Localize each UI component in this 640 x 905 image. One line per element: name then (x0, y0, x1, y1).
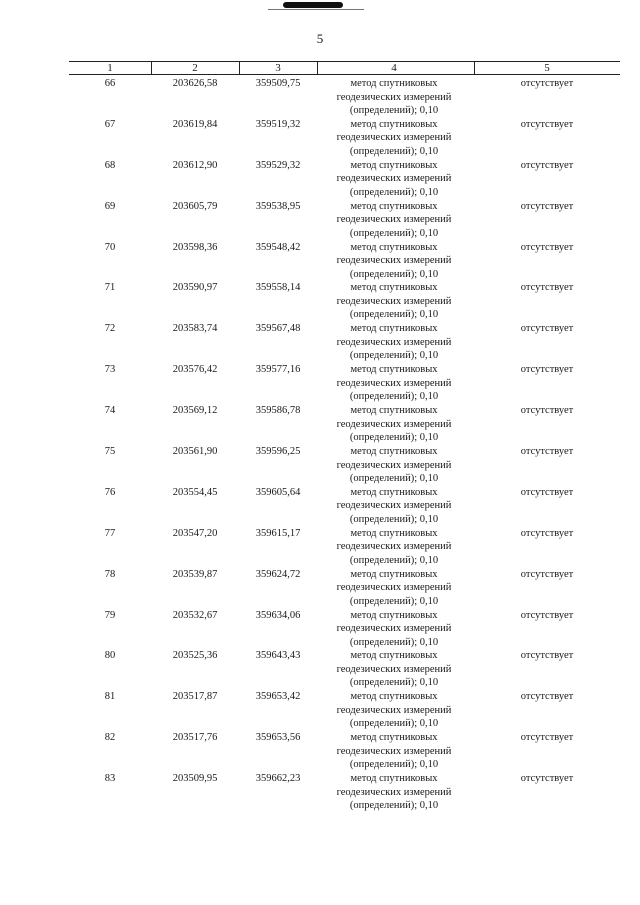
method-line: (определений); 0,10 (349, 759, 439, 771)
coord-x: 203509,95 (172, 773, 218, 785)
method-line: (определений); 0,10 (349, 473, 439, 485)
method-description (314, 159, 474, 200)
table-row (69, 75, 620, 116)
method-line: геодезических измерений (336, 418, 452, 430)
point-status: отсутствует (520, 732, 574, 744)
coord-y: 359643,43 (255, 650, 301, 662)
point-number: 83 (104, 773, 116, 785)
point-number: 68 (104, 159, 116, 171)
point-status: отсутствует (520, 650, 574, 662)
method-line: геодезических измерений (336, 582, 452, 594)
point-number: 80 (104, 650, 116, 662)
coord-x: 203554,45 (172, 486, 218, 498)
point-status: отсутствует (520, 527, 574, 539)
method-description (314, 527, 474, 568)
method-description (314, 649, 474, 690)
method-line: геодезических измерений (336, 336, 452, 348)
header-col-4: 4 (391, 62, 397, 74)
page-number: 5 (316, 31, 324, 46)
point-status: отсутствует (520, 568, 574, 580)
method-description (314, 609, 474, 650)
point-number: 81 (104, 691, 116, 703)
coord-y: 359509,75 (255, 78, 301, 89)
method-description (314, 322, 474, 363)
point-status: отсутствует (520, 200, 574, 212)
method-line: (определений); 0,10 (349, 636, 439, 648)
method-line: метод спутниковых (350, 486, 438, 498)
point-number: 77 (104, 527, 116, 539)
point-status: отсутствует (520, 159, 574, 171)
point-status: отсутствует (520, 282, 574, 294)
method-line: геодезических измерений (336, 459, 452, 471)
method-line: (определений); 0,10 (349, 677, 439, 689)
method-line: (определений); 0,10 (349, 268, 439, 280)
table-row (69, 402, 620, 443)
point-status: отсутствует (520, 609, 574, 621)
coord-x: 203517,76 (172, 732, 218, 744)
method-line: геодезических измерений (336, 91, 452, 103)
coord-x: 203576,42 (172, 364, 218, 376)
table-body (69, 75, 620, 811)
method-line: метод спутниковых (350, 691, 438, 703)
point-number: 67 (104, 118, 116, 130)
coord-y: 359596,25 (255, 446, 301, 458)
method-line: геодезических измерений (336, 663, 452, 675)
coord-x: 203525,36 (172, 650, 218, 662)
coord-x: 203619,84 (172, 118, 218, 130)
table-row (69, 116, 620, 157)
point-number: 75 (104, 446, 116, 458)
table-row (69, 484, 620, 525)
method-line: метод спутниковых (350, 568, 438, 580)
table-row (69, 320, 620, 361)
coord-x: 203583,74 (172, 323, 218, 335)
coord-x: 203612,90 (172, 159, 218, 171)
header-col-1: 1 (107, 62, 113, 74)
coord-y: 359567,48 (255, 323, 301, 335)
coord-y: 359538,95 (255, 200, 301, 212)
method-description (314, 445, 474, 486)
method-line: метод спутниковых (350, 78, 438, 89)
point-number: 78 (104, 568, 116, 580)
method-line: геодезических измерений (336, 541, 452, 553)
method-line: (определений); 0,10 (349, 105, 439, 116)
coord-y: 359529,32 (255, 159, 301, 171)
coord-y: 359519,32 (255, 118, 301, 130)
table-row (69, 361, 620, 402)
coord-y: 359586,78 (255, 405, 301, 417)
point-number: 74 (104, 405, 116, 417)
table-row (69, 647, 620, 688)
point-status: отсутствует (520, 118, 574, 130)
coord-y: 359577,16 (255, 364, 301, 376)
method-description (314, 568, 474, 609)
method-description (314, 281, 474, 322)
point-number: 71 (104, 282, 116, 294)
table-row (69, 525, 620, 566)
method-line: метод спутниковых (350, 118, 438, 130)
method-line: геодезических измерений (336, 704, 452, 716)
coord-x: 203598,36 (172, 241, 218, 253)
point-status: отсутствует (520, 323, 574, 335)
method-line: (определений); 0,10 (349, 227, 439, 239)
method-line: геодезических измерений (336, 295, 452, 307)
table-row (69, 239, 620, 280)
method-line: метод спутниковых (350, 323, 438, 335)
method-line: (определений); 0,10 (349, 432, 439, 444)
point-status: отсутствует (520, 691, 574, 703)
point-status: отсутствует (520, 773, 574, 785)
coord-y: 359558,14 (255, 282, 301, 294)
method-line: (определений); 0,10 (349, 186, 439, 198)
header-col-3: 3 (275, 62, 281, 74)
method-description (314, 241, 474, 282)
coord-y: 359634,06 (255, 609, 301, 621)
method-line: геодезических измерений (336, 255, 452, 267)
point-number: 70 (104, 241, 116, 253)
point-number: 79 (104, 609, 116, 621)
method-line: метод спутниковых (350, 773, 438, 785)
coord-x: 203539,87 (172, 568, 218, 580)
point-status: отсутствует (520, 405, 574, 417)
method-description (314, 404, 474, 445)
method-line: (определений); 0,10 (349, 800, 439, 812)
table-row (69, 688, 620, 729)
point-number: 72 (104, 323, 116, 335)
table-row (69, 157, 620, 198)
method-line: метод спутниковых (350, 241, 438, 253)
scan-artifact-line (268, 9, 364, 10)
method-line: геодезических измерений (336, 745, 452, 757)
method-line: геодезических измерений (336, 377, 452, 389)
point-status: отсутствует (520, 446, 574, 458)
method-line: метод спутниковых (350, 364, 438, 376)
coord-y: 359662,23 (255, 773, 301, 785)
coord-x: 203605,79 (172, 200, 218, 212)
point-status: отсутствует (520, 486, 574, 498)
method-line: (определений); 0,10 (349, 309, 439, 321)
coord-x: 203590,97 (172, 282, 218, 294)
method-line: метод спутниковых (350, 446, 438, 458)
point-status: отсутствует (520, 78, 574, 89)
point-number: 69 (104, 200, 116, 212)
method-description (314, 77, 474, 118)
coordinates-table (69, 61, 620, 811)
method-line: (определений); 0,10 (349, 513, 439, 525)
method-line: (определений); 0,10 (349, 718, 439, 730)
method-description (314, 118, 474, 159)
method-line: геодезических измерений (336, 173, 452, 185)
point-status: отсутствует (520, 241, 574, 253)
table-row (69, 198, 620, 239)
coord-x: 203626,58 (172, 78, 218, 89)
point-number: 66 (104, 78, 116, 89)
method-line: метод спутниковых (350, 732, 438, 744)
table-header (69, 61, 620, 75)
point-status: отсутствует (520, 364, 574, 376)
scan-artifact (283, 2, 343, 8)
table-row (69, 279, 620, 320)
point-number: 82 (104, 732, 116, 744)
coord-y: 359548,42 (255, 241, 301, 253)
coord-y: 359653,42 (255, 691, 301, 703)
method-line: (определений); 0,10 (349, 145, 439, 157)
method-line: метод спутниковых (350, 527, 438, 539)
method-description (314, 690, 474, 731)
coord-x: 203517,87 (172, 691, 218, 703)
table-row (69, 729, 620, 770)
table-row (69, 566, 620, 607)
coord-y: 359605,64 (255, 486, 301, 498)
method-line: геодезических измерений (336, 214, 452, 226)
method-line: метод спутниковых (350, 405, 438, 417)
method-description (314, 731, 474, 772)
method-line: метод спутниковых (350, 200, 438, 212)
coord-y: 359624,72 (255, 568, 301, 580)
method-line: метод спутниковых (350, 609, 438, 621)
method-line: (определений); 0,10 (349, 595, 439, 607)
method-line: метод спутниковых (350, 282, 438, 294)
method-description (314, 772, 474, 813)
table-row (69, 443, 620, 484)
method-line: геодезических измерений (336, 623, 452, 635)
method-line: метод спутниковых (350, 650, 438, 662)
coord-x: 203532,67 (172, 609, 218, 621)
method-line: (определений); 0,10 (349, 554, 439, 566)
coord-x: 203547,20 (172, 527, 218, 539)
point-number: 76 (104, 486, 116, 498)
point-number: 73 (104, 364, 116, 376)
method-description (314, 200, 474, 241)
method-description (314, 486, 474, 527)
method-description (314, 363, 474, 404)
coord-x: 203569,12 (172, 405, 218, 417)
method-line: (определений); 0,10 (349, 391, 439, 403)
method-line: геодезических измерений (336, 132, 452, 144)
method-line: метод спутниковых (350, 159, 438, 171)
coord-y: 359653,56 (255, 732, 301, 744)
table-row (69, 607, 620, 648)
table-row (69, 770, 620, 811)
coord-y: 359615,17 (255, 527, 301, 539)
coord-x: 203561,90 (172, 446, 218, 458)
header-col-2: 2 (192, 62, 198, 74)
method-line: геодезических измерений (336, 786, 452, 798)
header-col-5: 5 (544, 62, 550, 74)
method-line: геодезических измерений (336, 500, 452, 512)
method-line: (определений); 0,10 (349, 350, 439, 362)
